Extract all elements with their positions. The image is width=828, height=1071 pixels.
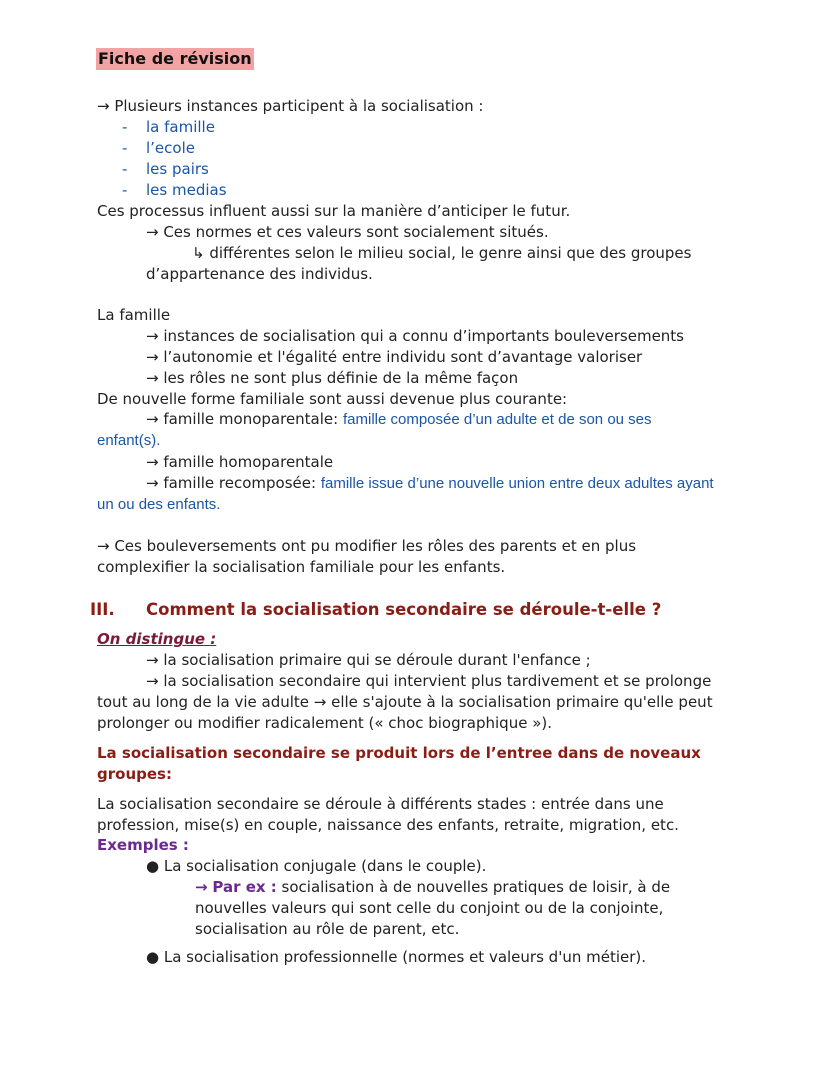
definition-continuation: un ou des enfants. <box>97 496 221 513</box>
subheading: La socialisation secondaire se produit lors de l’entree dans de noveaux <box>97 744 701 762</box>
paragraph-line: prolonger ou modifier radicalement (« choc biographique »). <box>97 714 553 732</box>
bullet-item: ● La socialisation conjugale (dans le couple). <box>146 857 487 875</box>
example-line: nouvelles valeurs qui sont celle du conjoint ou de la conjointe, <box>195 899 664 917</box>
paragraph-line: → instances de socialisation qui a connu d’importants bouleversements <box>146 327 685 345</box>
list-dash: - <box>122 139 128 157</box>
section-heading-famille: La famille <box>97 306 171 324</box>
page-title: Fiche de révision <box>98 49 252 68</box>
list-item: la famille <box>146 118 215 136</box>
paragraph-line: tout au long de la vie adulte → elle s'ajoute à la socialisation primaire qu'elle peut <box>97 693 713 711</box>
section-title: Comment la socialisation secondaire se déroule-t-elle ? <box>146 600 662 619</box>
paragraph-line: d’appartenance des individus. <box>146 265 373 283</box>
example-line: → Par ex : socialisation à de nouvelles pratiques de loisir, à de <box>195 878 671 896</box>
examples-label: Exemples : <box>97 836 189 854</box>
subheading: groupes: <box>97 765 172 783</box>
paragraph-line: complexifier la socialisation familiale pour les enfants. <box>97 558 506 576</box>
paragraph-line: → la socialisation secondaire qui intervient plus tardivement et se prolonge <box>146 672 712 690</box>
bullet-item: ● La socialisation professionnelle (normes et valeurs d'un métier). <box>146 948 647 966</box>
definition-monoparentale: → famille monoparentale: famille composée d’un adulte et de son ou ses <box>146 410 652 428</box>
definition-continuation: enfant(s). <box>97 432 161 449</box>
intro-text: → Plusieurs instances participent à la socialisation : <box>97 97 484 115</box>
subheading-on-distingue: On distingue : <box>97 630 217 648</box>
section-number: III. <box>90 600 115 619</box>
paragraph-line: → l’autonomie et l'égalité entre individu sont d’avantage valoriser <box>146 348 643 366</box>
paragraph-line: De nouvelle forme familiale sont aussi devenue plus courante: <box>97 390 568 408</box>
list-dash: - <box>122 181 128 199</box>
paragraph-line: profession, mise(s) en couple, naissance des enfants, retraite, migration, etc. <box>97 816 679 834</box>
paragraph-line: → la socialisation primaire qui se déroule durant l'enfance ; <box>146 651 591 669</box>
paragraph-line: → Ces normes et ces valeurs sont socialement situés. <box>146 223 549 241</box>
list-item: les medias <box>146 181 227 199</box>
paragraph-line: ↳ différentes selon le milieu social, le genre ainsi que des groupes <box>192 244 692 262</box>
paragraph-line: Ces processus influent aussi sur la manière d’anticiper le futur. <box>97 202 571 220</box>
list-dash: - <box>122 118 128 136</box>
list-dash: - <box>122 160 128 178</box>
example-line: socialisation au rôle de parent, etc. <box>195 920 460 938</box>
paragraph-line: → Ces bouleversements ont pu modifier les rôles des parents et en plus <box>97 537 637 555</box>
list-item: l’ecole <box>146 139 195 157</box>
list-item: les pairs <box>146 160 209 178</box>
paragraph-line: → les rôles ne sont plus définie de la même façon <box>146 369 519 387</box>
paragraph-line: La socialisation secondaire se déroule à différents stades : entrée dans une <box>97 795 664 813</box>
definition-recomposee: → famille recomposée: famille issue d’une nouvelle union entre deux adultes ayant <box>146 474 714 492</box>
paragraph-line: → famille homoparentale <box>146 453 334 471</box>
